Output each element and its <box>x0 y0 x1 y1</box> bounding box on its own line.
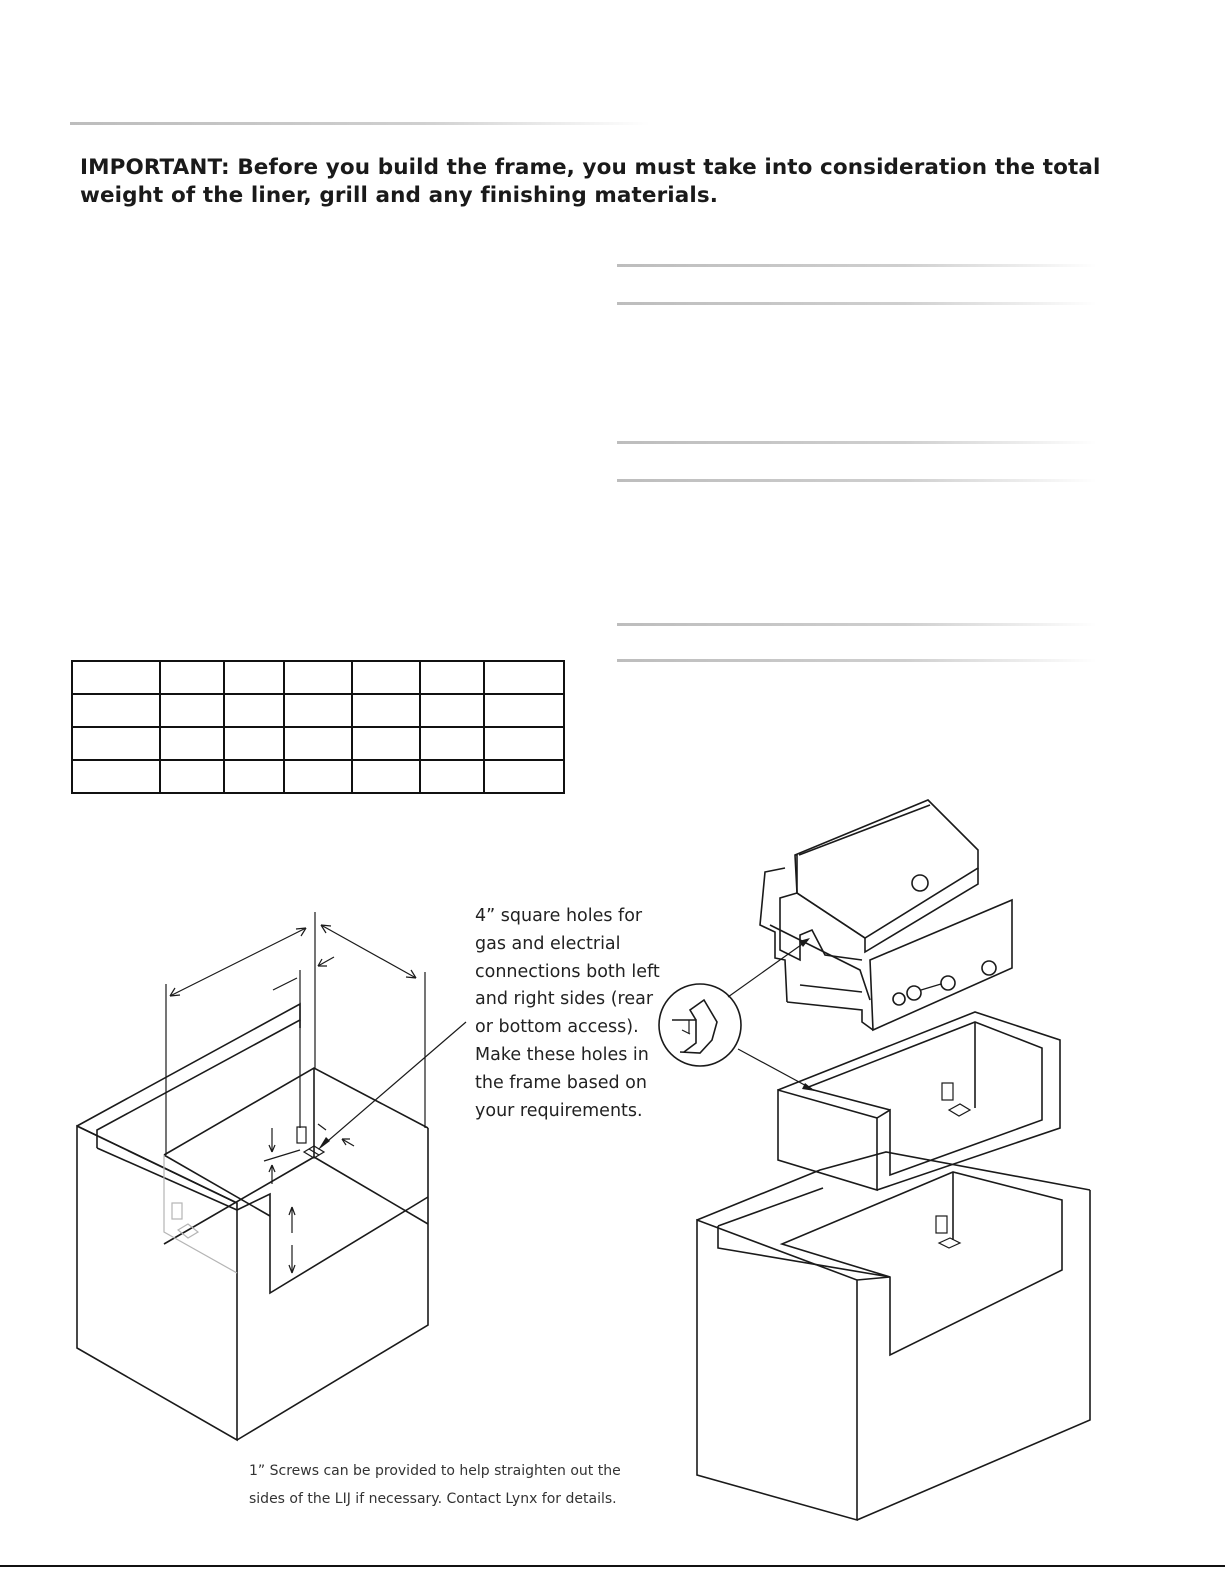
footer-rule <box>0 1565 1225 1567</box>
grill-assembly-diagram <box>659 800 1090 1520</box>
important-notice: IMPORTANT: Before you build the frame, you must take into consideration the total weight of the liner, grill and any finishing materials. <box>80 155 1101 208</box>
screws-note: 1” Screws can be provided to help straighten out the sides of the LIJ if necessary. Contact Lynx for details. <box>249 1463 621 1507</box>
frame-diagram <box>77 912 466 1440</box>
holes-callout: 4” square holes for gas and electrial connections both left and right sides (rear or bottom access). Make these holes in the frame based on your requirements. <box>475 906 660 1121</box>
